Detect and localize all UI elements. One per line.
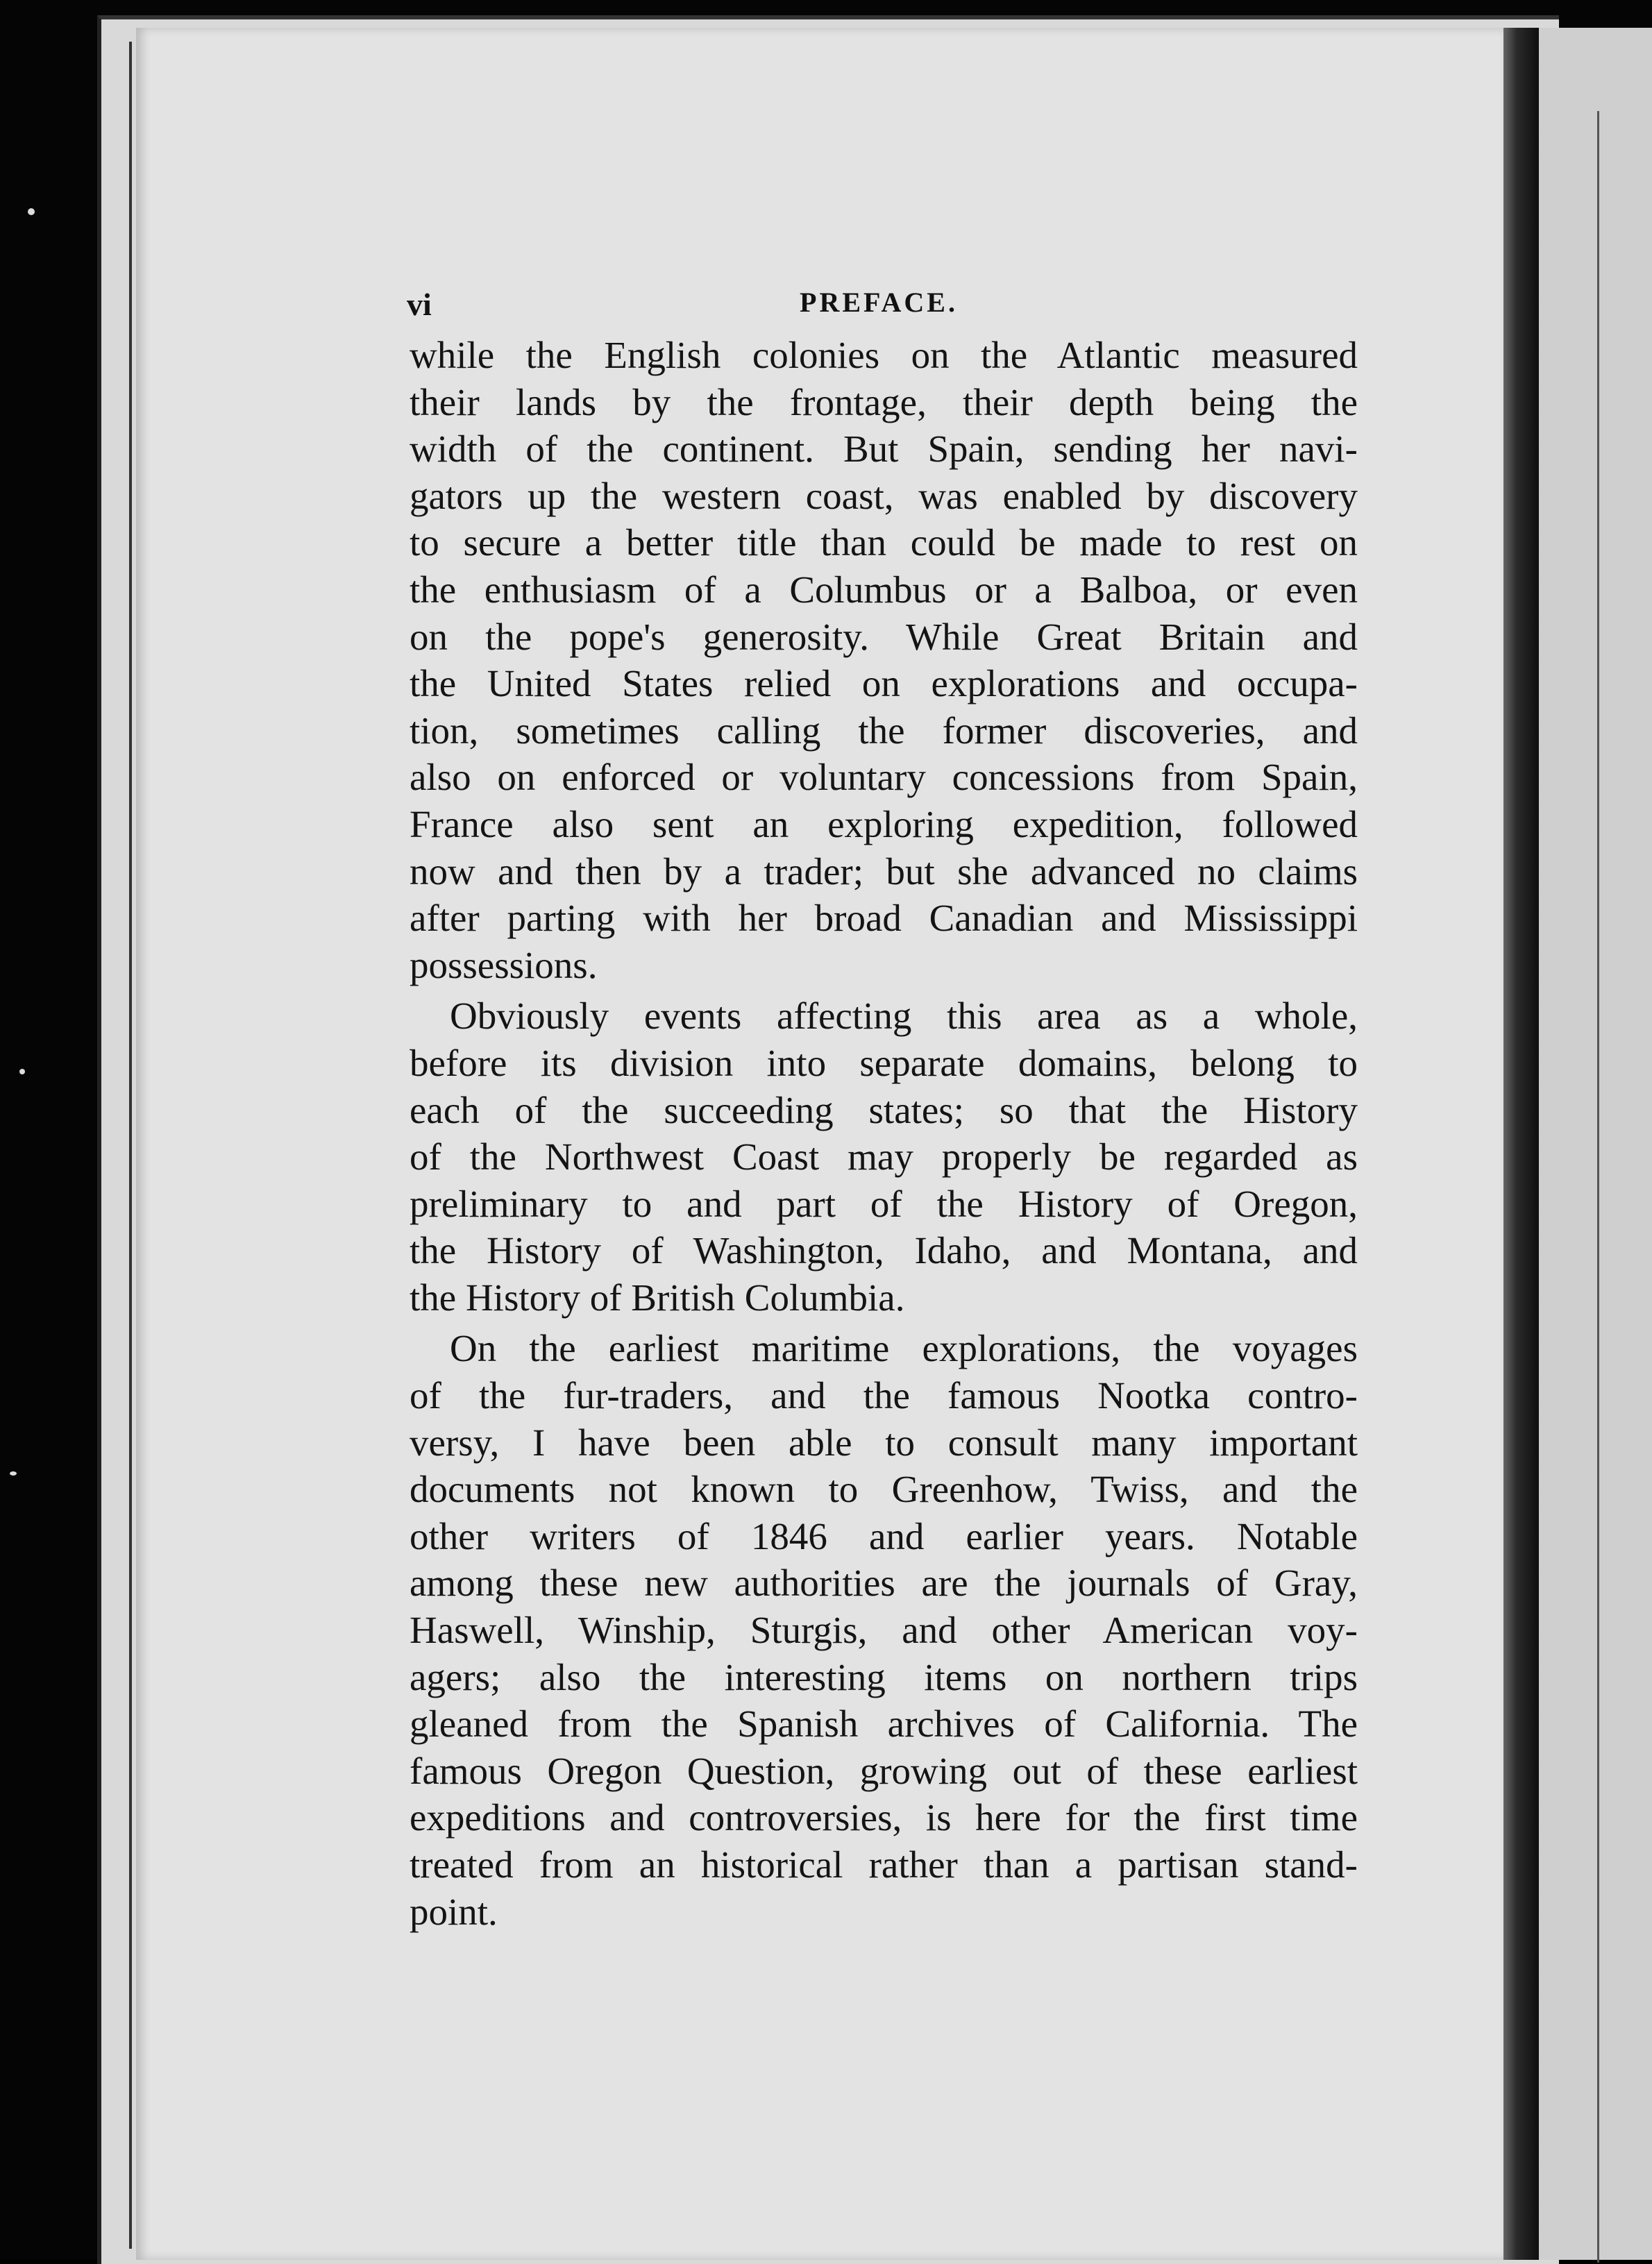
- text-line: France also sent an exploring expedition, followed: [410, 802, 1358, 845]
- text-line: to secure a better title than could be made to rest on: [410, 521, 1358, 564]
- text-line: Obviously events affecting this area as a whole,: [450, 995, 1358, 1038]
- text-line: the United States relied on explorations and occupa-: [410, 662, 1358, 705]
- text-line: documents not known to Greenhow, Twiss, and the: [410, 1468, 1358, 1511]
- text-line: the History of Washington, Idaho, and Montana, and: [410, 1229, 1358, 1272]
- text-line: expeditions and controversies, is here for the first time: [410, 1796, 1358, 1839]
- text-line: each of the succeeding states; so that the History: [410, 1088, 1358, 1131]
- book-spine-shadow: [1503, 28, 1537, 2260]
- paragraph-2: [410, 992, 1358, 1321]
- text-line: On the earliest maritime explorations, the voyages: [450, 1327, 1358, 1370]
- text-line: after parting with her broad Canadian and Mississippi: [410, 897, 1358, 940]
- text-line: versy, I have been able to consult many important: [410, 1421, 1358, 1464]
- text-line: other writers of 1846 and earlier years. Notable: [410, 1514, 1358, 1557]
- page-number: vi: [407, 287, 432, 322]
- text-line: of the fur-traders, and the famous Nootka contro-: [410, 1374, 1358, 1417]
- text-line: before its division into separate domains, belong to: [410, 1041, 1358, 1084]
- text-line: point.: [410, 1890, 498, 1933]
- text-line: tion, sometimes calling the former discoveries, and: [410, 709, 1358, 752]
- text-line: width of the continent. But Spain, sending her navi-: [410, 428, 1358, 471]
- facing-page-edge: [1537, 28, 1652, 2260]
- running-head-title: PREFACE.: [800, 287, 958, 318]
- text-line: the History of British Columbia.: [410, 1276, 905, 1319]
- text-line: among these new authorities are the journals of Gray,: [410, 1562, 1358, 1605]
- scan-speck: [10, 1471, 17, 1476]
- text-line: Haswell, Winship, Sturgis, and other American voy-: [410, 1609, 1358, 1652]
- text-line: of the Northwest Coast may properly be regarded as: [410, 1135, 1358, 1179]
- body-text: [410, 332, 1358, 1935]
- text-line: possessions.: [410, 943, 598, 986]
- text-line: the enthusiasm of a Columbus or a Balboa, or even: [410, 568, 1358, 611]
- text-line: famous Oregon Question, growing out of these earliest: [410, 1749, 1358, 1792]
- text-line: while the English colonies on the Atlantic measured: [410, 334, 1358, 376]
- text-line: agers; also the interesting items on northern trips: [410, 1655, 1358, 1698]
- text-line: now and then by a trader; but she advanced no claims: [410, 850, 1358, 893]
- facing-page-edge-line: [1597, 111, 1599, 2263]
- paragraph-1: [410, 332, 1358, 988]
- page-gutter-line: [129, 42, 132, 2249]
- text-line: their lands by the frontage, their depth being the: [410, 380, 1358, 423]
- running-head: [407, 280, 1351, 322]
- paragraph-3: [410, 1325, 1358, 1935]
- text-line: treated from an historical rather than a partisan stand-: [410, 1843, 1358, 1886]
- text-line: preliminary to and part of the History of Oregon,: [410, 1182, 1358, 1225]
- text-line: gleaned from the Spanish archives of California. The: [410, 1703, 1358, 1746]
- text-line: also on enforced or voluntary concessions from Spain,: [410, 756, 1358, 799]
- scan-speck: [19, 1069, 25, 1074]
- scan-speck: [28, 208, 35, 215]
- text-line: gators up the western coast, was enabled by discovery: [410, 474, 1358, 517]
- text-line: on the pope's generosity. While Great Britain and: [410, 615, 1358, 658]
